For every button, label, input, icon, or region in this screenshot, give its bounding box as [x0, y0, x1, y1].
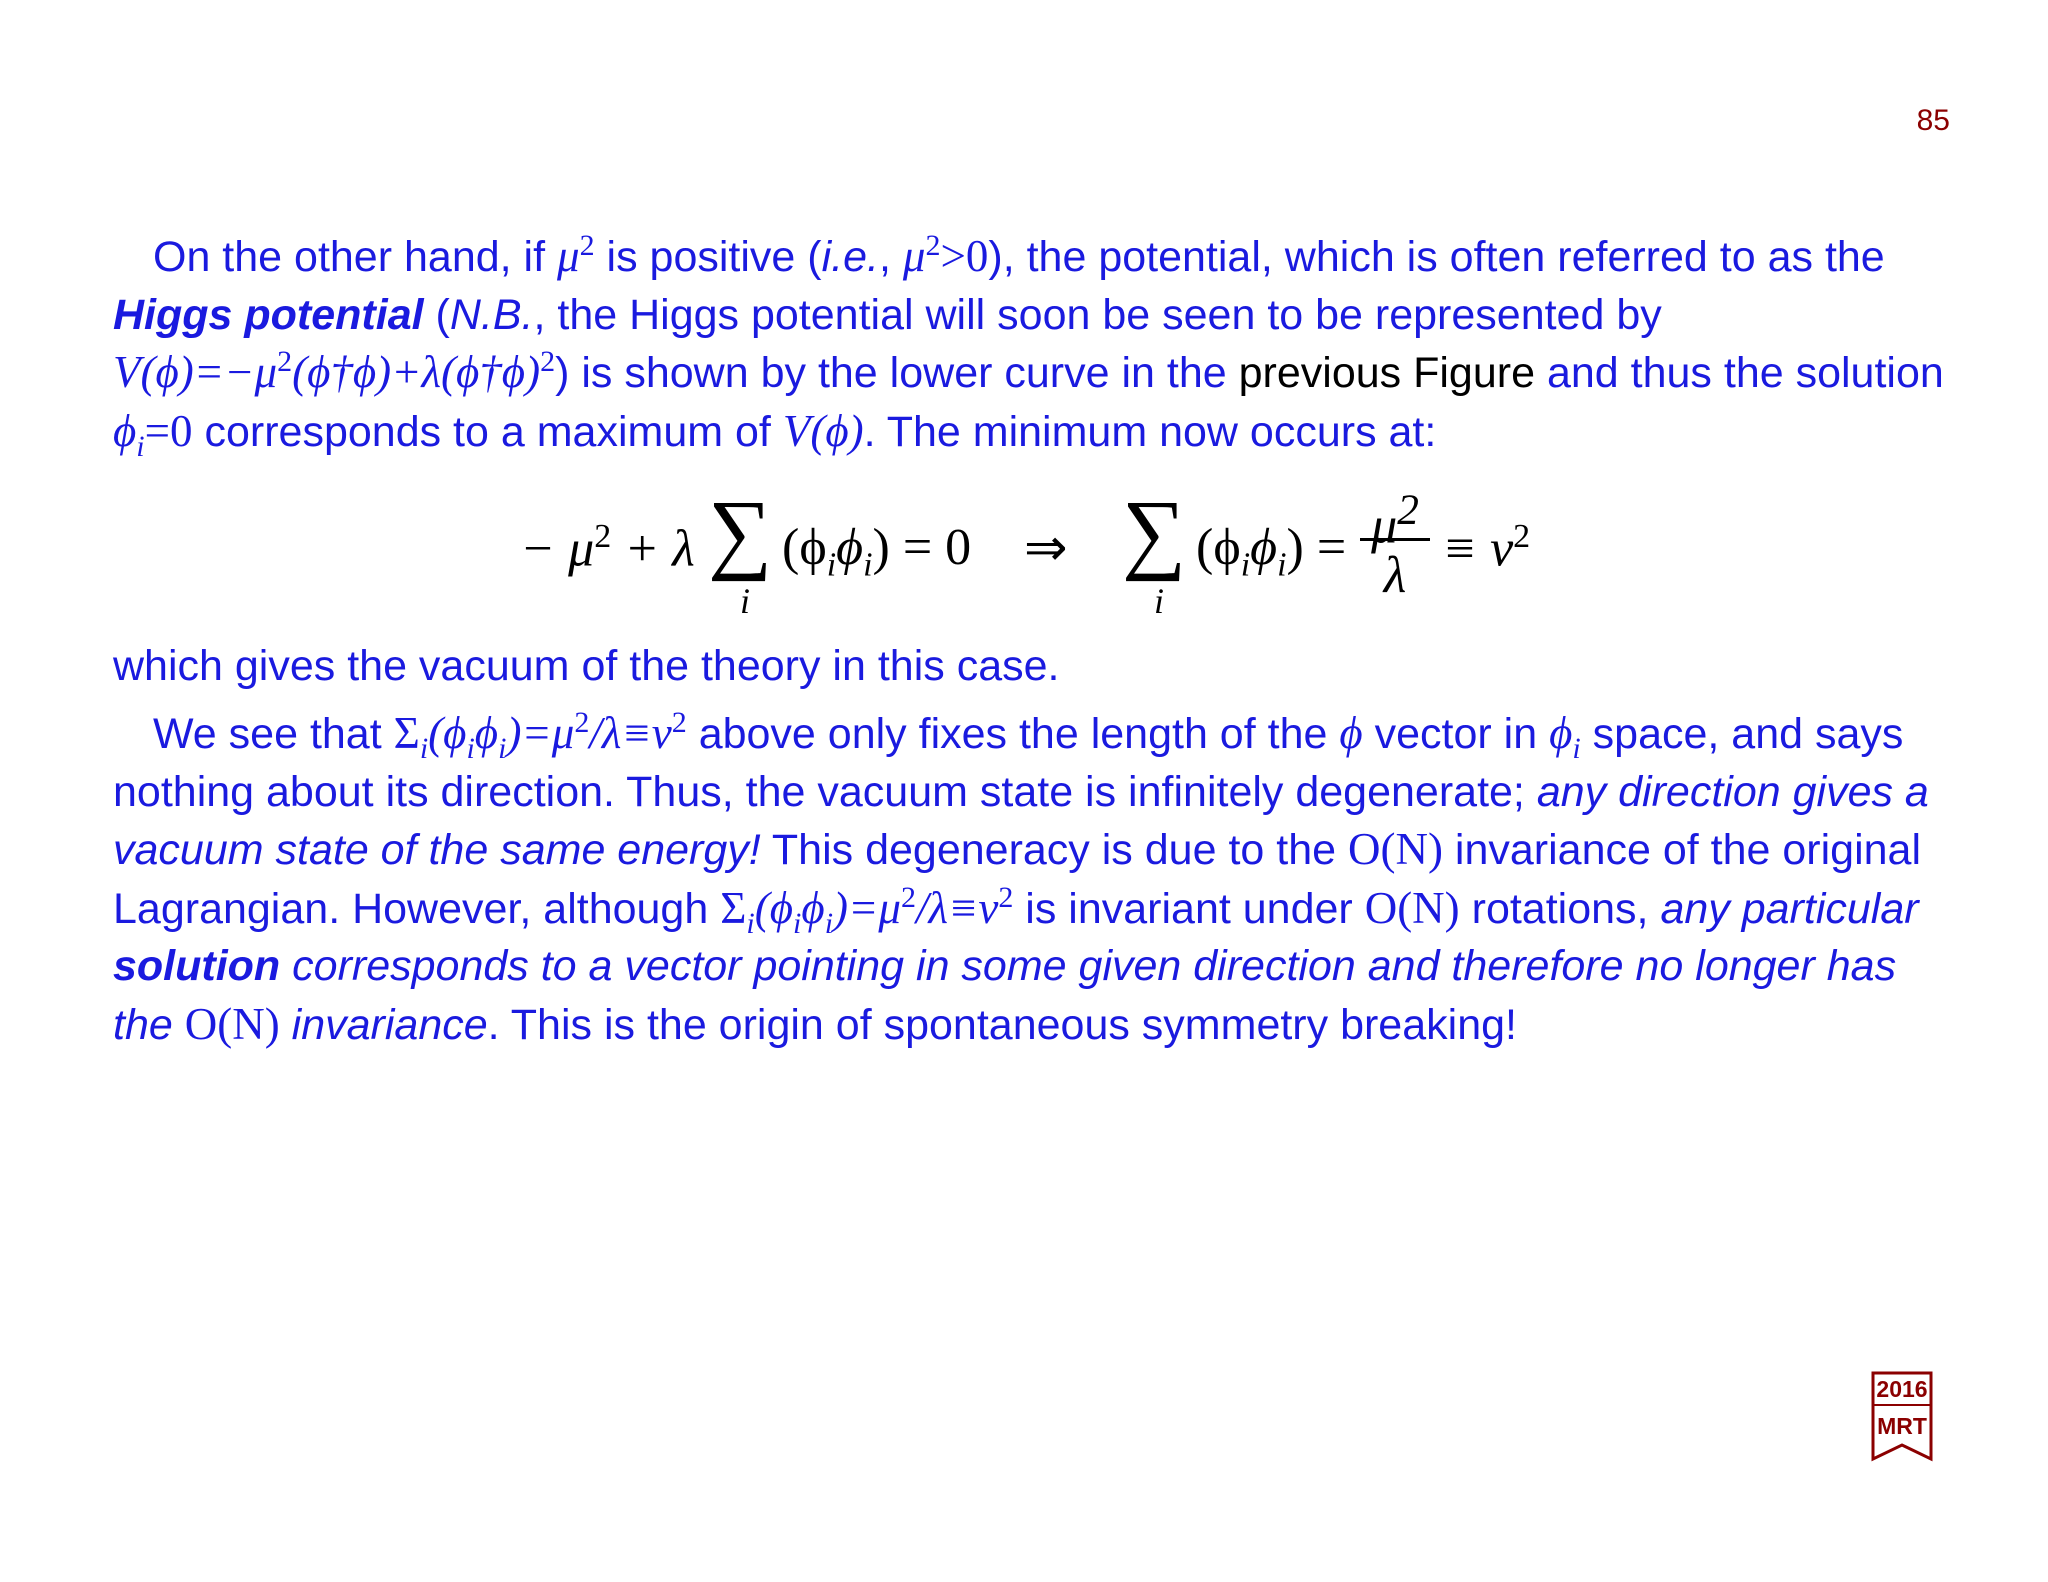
emphasis-any-direction: any direction gives a vacuum state of the same energy! [113, 767, 1929, 874]
emphasis-solution: solution [113, 942, 281, 990]
paragraph-higgs-potential: On the other hand, if $\mu^2$ is positive (i.e., $\mu^2>0$), the potential, which is often referred to as the Higgs potential (N.B., the Higgs potential will soon be seen to be represented by $V(\phi)=-\mu^2(\phi\dagger\phi)+\lambda(\phi\dagger\phi)^2$) is shown by the lower curve in the previous Figure and thus the solution $\phi_i=0$ corresponds to a maximum of V(ϕ). The minimum now occurs at: [113, 229, 1944, 463]
page-number: 85 [1916, 104, 1950, 137]
mu-over-lambda-fraction: $\mu^2$ λ [1360, 470, 1430, 611]
sum-symbol-right: ∑ [1122, 483, 1187, 582]
higgs-potential-term: Higgs potential [113, 290, 424, 339]
higgs-potential-formula: $V(\phi)=-\mu^2(\phi\dagger\phi)+\lambda(\phi\dagger\phi)^2$ [113, 345, 556, 397]
mrt-2016-stamp [1871, 1371, 1933, 1463]
stamp-initials: MRT [1877, 1413, 1927, 1439]
stamp-year: 2016 [1876, 1376, 1928, 1402]
sum-symbol-left: ∑ [708, 483, 773, 582]
previous-figure-ref: previous Figure [1238, 349, 1535, 397]
minimum-equation: − $\mu^2 + \lambda$ ∑ i $(\phi_i\phi_i) = 0$ ⇒ ∑ i $(\phi_i\phi_i)$ = $\mu^2$ λ ≡ $v^2$ [520, 470, 1620, 630]
implies-arrow: ⇒ [1024, 520, 1068, 577]
paragraph-vacuum: which gives the vacuum of the theory in this case. [113, 642, 1060, 690]
paragraph-symmetry-breaking: We see that $\Sigma_i(\phi_i\phi_i)=\mu^2/\lambda\equiv v^2$ above only fixes the length of the ϕ vector in $\phi_i$ space, and says nothing about its direction. Thus, the vacuum state is infinitely degenerate; any direction gives a vacuum state of the same energy! This degeneracy is due to the O(N) invariance of the original Lagrangian. However, although $\Sigma_i(\phi_i\phi_i)=\mu^2/\lambda\equiv v^2$ is invariant under O(N) rotations, any particular solution corresponds to a vector pointing in some given direction and therefore no longer has the O(N) invariance. This is the origin of spontaneous symmetry breaking! [113, 706, 1929, 1049]
